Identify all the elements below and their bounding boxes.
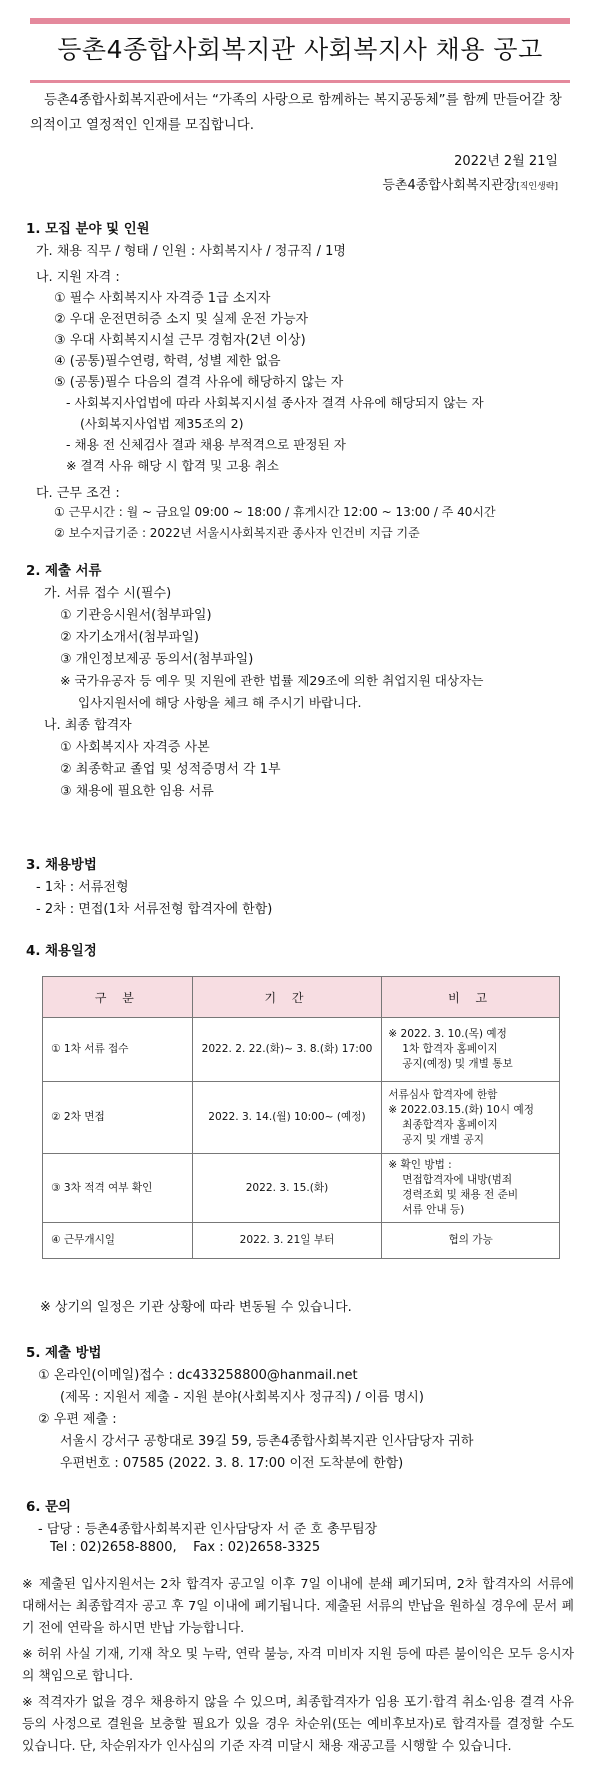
s2-a: 가. 서류 접수 시(필수) — [44, 586, 172, 601]
note-line: 경력조회 및 채용 전 준비 — [402, 1189, 519, 1201]
cell-period: 2022. 3. 14.(월) 10:00~ (예정) — [192, 1082, 382, 1154]
section-1-heading: 1. 모집 분야 및 인원 — [26, 222, 150, 237]
s3-r2: - 2차 : 면접(1차 서류전형 합격자에 한함) — [36, 902, 273, 917]
table-row — [43, 1018, 560, 1082]
s1-b: 나. 지원 자격 : — [36, 270, 120, 285]
post-date: 2022년 2월 21일 — [454, 154, 558, 169]
note-line: 공지(예정) 및 개별 통보 — [402, 1058, 513, 1070]
s1-q3: ③ 우대 사회복지시설 근무 경험자(2년 이상) — [54, 333, 306, 348]
cell-note — [382, 1082, 560, 1154]
section-4-heading: 4. 채용일정 — [26, 944, 97, 959]
note-line: 면접합격자에 내방(범죄 — [402, 1174, 513, 1186]
note-line: 공지 및 개별 공지 — [402, 1133, 485, 1146]
cell-note — [382, 1018, 560, 1082]
cell-stage: ① 1차 서류 접수 — [43, 1018, 193, 1082]
s6-l1: - 담당 : 등촌4종합사회복지관 인사담당자 서 준 호 총무팀장 — [38, 1522, 378, 1537]
note-line: ※ 확인 방법 : — [388, 1159, 452, 1171]
note-line: 최종합격자 홈페이지 — [402, 1118, 498, 1131]
note-line: 서류심사 합격자에 한함 — [388, 1088, 498, 1101]
s1-c2: ② 보수지급기준 : 2022년 서울시사회복지관 종사자 인건비 지급 기준 — [54, 526, 420, 540]
cell-stage: ② 2차 면접 — [43, 1082, 193, 1154]
s2-b: 나. 최종 합격자 — [44, 718, 132, 733]
table-row — [43, 1154, 560, 1223]
note-line: 서류 안내 등) — [402, 1204, 465, 1216]
cell-period: 2022. 3. 15.(화) — [192, 1154, 382, 1223]
s2-b3: ③ 채용에 필요한 임용 서류 — [60, 784, 214, 799]
s1-q5c: ※ 결격 사유 해당 시 합격 및 고용 취소 — [66, 458, 279, 473]
note-line: ※ 2022.03.15.(화) 10시 예정 — [388, 1103, 534, 1116]
s2-a2: ② 자기소개서(첨부파일) — [60, 630, 199, 645]
s1-q5b: - 채용 전 신체검사 결과 채용 부적격으로 판정된 자 — [66, 437, 346, 452]
cell-note: 협의 가능 — [382, 1223, 560, 1259]
section-2-heading: 2. 제출 서류 — [26, 564, 102, 579]
s3-r1: - 1차 : 서류전형 — [36, 880, 129, 895]
s5-l1: ① 온라인(이메일)접수 : dc433258800@hanmail.net — [38, 1368, 358, 1383]
s1-q4: ④ (공통)필수연령, 학력, 성별 제한 없음 — [54, 354, 281, 369]
section-5-heading: 5. 제출 방법 — [26, 1346, 102, 1361]
note-paragraph: ※ 적격자가 없을 경우 채용하지 않을 수 있으며, 최종합격자가 임용 포기·합격 취소·임용 결격 사유 등의 사정으로 결원을 보충할 필요가 있을 경우 차순위(또는 예비후보자)로 합격자를 결정할 수도 있습니다. 단, 차순위자가 인사심의 기준 자격 미달시 채용 재공고를 시행할 수 있습니다. — [22, 1695, 574, 1754]
col-header-period: 기 간 — [192, 977, 382, 1018]
issuer-name: 등촌4종합사회복지관장 — [382, 178, 517, 193]
title-divider — [30, 80, 570, 83]
s1-c1: ① 근무시간 : 월 ~ 금요일 09:00 ~ 18:00 / 휴게시간 12:00 ~ 13:00 / 주 40시간 — [54, 505, 496, 519]
s2-a4b: 입사지원서에 해당 사항을 체크 해 주시기 바랍니다. — [78, 695, 362, 710]
s1-a: 가. 채용 직무 / 형태 / 인원 : 사회복지사 / 정규직 / 1명 — [36, 244, 346, 259]
s5-l4: 서울시 강서구 공항대로 39길 59, 등촌4종합사회복지관 인사담당자 귀하 — [60, 1434, 474, 1449]
note-line: 1차 합격자 홈페이지 — [402, 1043, 498, 1055]
s1-q5a: - 사회복지사업법에 따라 사회복지시설 종사자 결격 사유에 해당되지 않는 자 — [66, 395, 484, 410]
table-header-row — [43, 977, 560, 1018]
issuer — [382, 174, 558, 193]
s5-l3: ② 우편 제출 : — [38, 1412, 117, 1427]
s2-b1: ① 사회복지사 자격증 사본 — [60, 740, 210, 755]
table-row — [43, 1082, 560, 1154]
top-divider — [30, 18, 570, 24]
s2-b2: ② 최종학교 졸업 및 성적증명서 각 1부 — [60, 762, 281, 777]
s5-l5: 우편번호 : 07585 (2022. 3. 8. 17:00 이전 도착분에 한함) — [60, 1456, 404, 1471]
cell-stage: ④ 근무개시일 — [43, 1223, 193, 1259]
s1-q5: ⑤ (공통)필수 다음의 결격 사유에 해당하지 않는 자 — [54, 375, 344, 390]
note-line: ※ 2022. 3. 10.(목) 예정 — [388, 1028, 507, 1040]
page-title: 등촌4종합사회복지관 사회복지사 채용 공고 — [57, 35, 543, 64]
note-paragraph: ※ 허위 사실 기재, 기재 착오 및 누락, 연락 불능, 자격 미비자 지원 등에 따른 불이익은 모두 응시자의 책임으로 합니다. — [22, 1647, 574, 1684]
col-header-note: 비 고 — [382, 977, 560, 1018]
s2-a3: ③ 개인정보제공 동의서(첨부파일) — [60, 652, 254, 667]
table-row — [43, 1223, 560, 1259]
cell-note — [382, 1154, 560, 1223]
s1-q1: ① 필수 사회복지사 자격증 1급 소지자 — [54, 291, 271, 306]
seal-note: [직인생략] — [516, 182, 558, 192]
cell-period: 2022. 3. 21일 부터 — [192, 1223, 382, 1259]
cell-stage: ③ 3차 적격 여부 확인 — [43, 1154, 193, 1223]
s6-l2: Tel : 02)2658-8800, Fax : 02)2658-3325 — [50, 1540, 321, 1555]
section-3-heading: 3. 채용방법 — [26, 858, 97, 873]
schedule-table — [42, 976, 560, 1259]
section-6-heading: 6. 문의 — [26, 1500, 71, 1515]
schedule-footnote: ※ 상기의 일정은 기관 상황에 따라 변동될 수 있습니다. — [40, 1300, 352, 1315]
s1-c: 다. 근무 조건 : — [36, 486, 120, 501]
s1-q2: ② 우대 운전면허증 소지 및 실제 운전 가능자 — [54, 312, 309, 327]
intro-paragraph: 등촌4종합사회복지관에서는 “가족의 사랑으로 함께하는 복지공동체”를 함께 만들어갈 창의적이고 열정적인 인재를 모집합니다. — [30, 93, 562, 133]
s5-l2: (제목 : 지원서 제출 - 지원 분야(사회복지사 정규직) / 이름 명시) — [60, 1390, 424, 1405]
col-header-stage: 구 분 — [43, 977, 193, 1018]
s1-q5a2: (사회복지사업법 제35조의 2) — [80, 416, 244, 431]
cell-period: 2022. 2. 22.(화)~ 3. 8.(화) 17:00 — [192, 1018, 382, 1082]
s2-a1: ① 기관응시원서(첨부파일) — [60, 608, 212, 623]
s2-a4: ※ 국가유공자 등 예우 및 지원에 관한 법률 제29조에 의한 취업지원 대상자는 — [60, 673, 484, 688]
note-paragraph: ※ 제출된 입사지원서는 2차 합격자 공고일 이후 7일 이내에 분쇄 폐기되며, 2차 합격자의 서류에 대해서는 최종합격자 공고 후 7일 이내에 폐기됩니다. 제출된 서류의 반납을 원하실 경우에 문서 폐기 전에 연락을 하시면 반납 가능합니다. — [22, 1577, 574, 1636]
